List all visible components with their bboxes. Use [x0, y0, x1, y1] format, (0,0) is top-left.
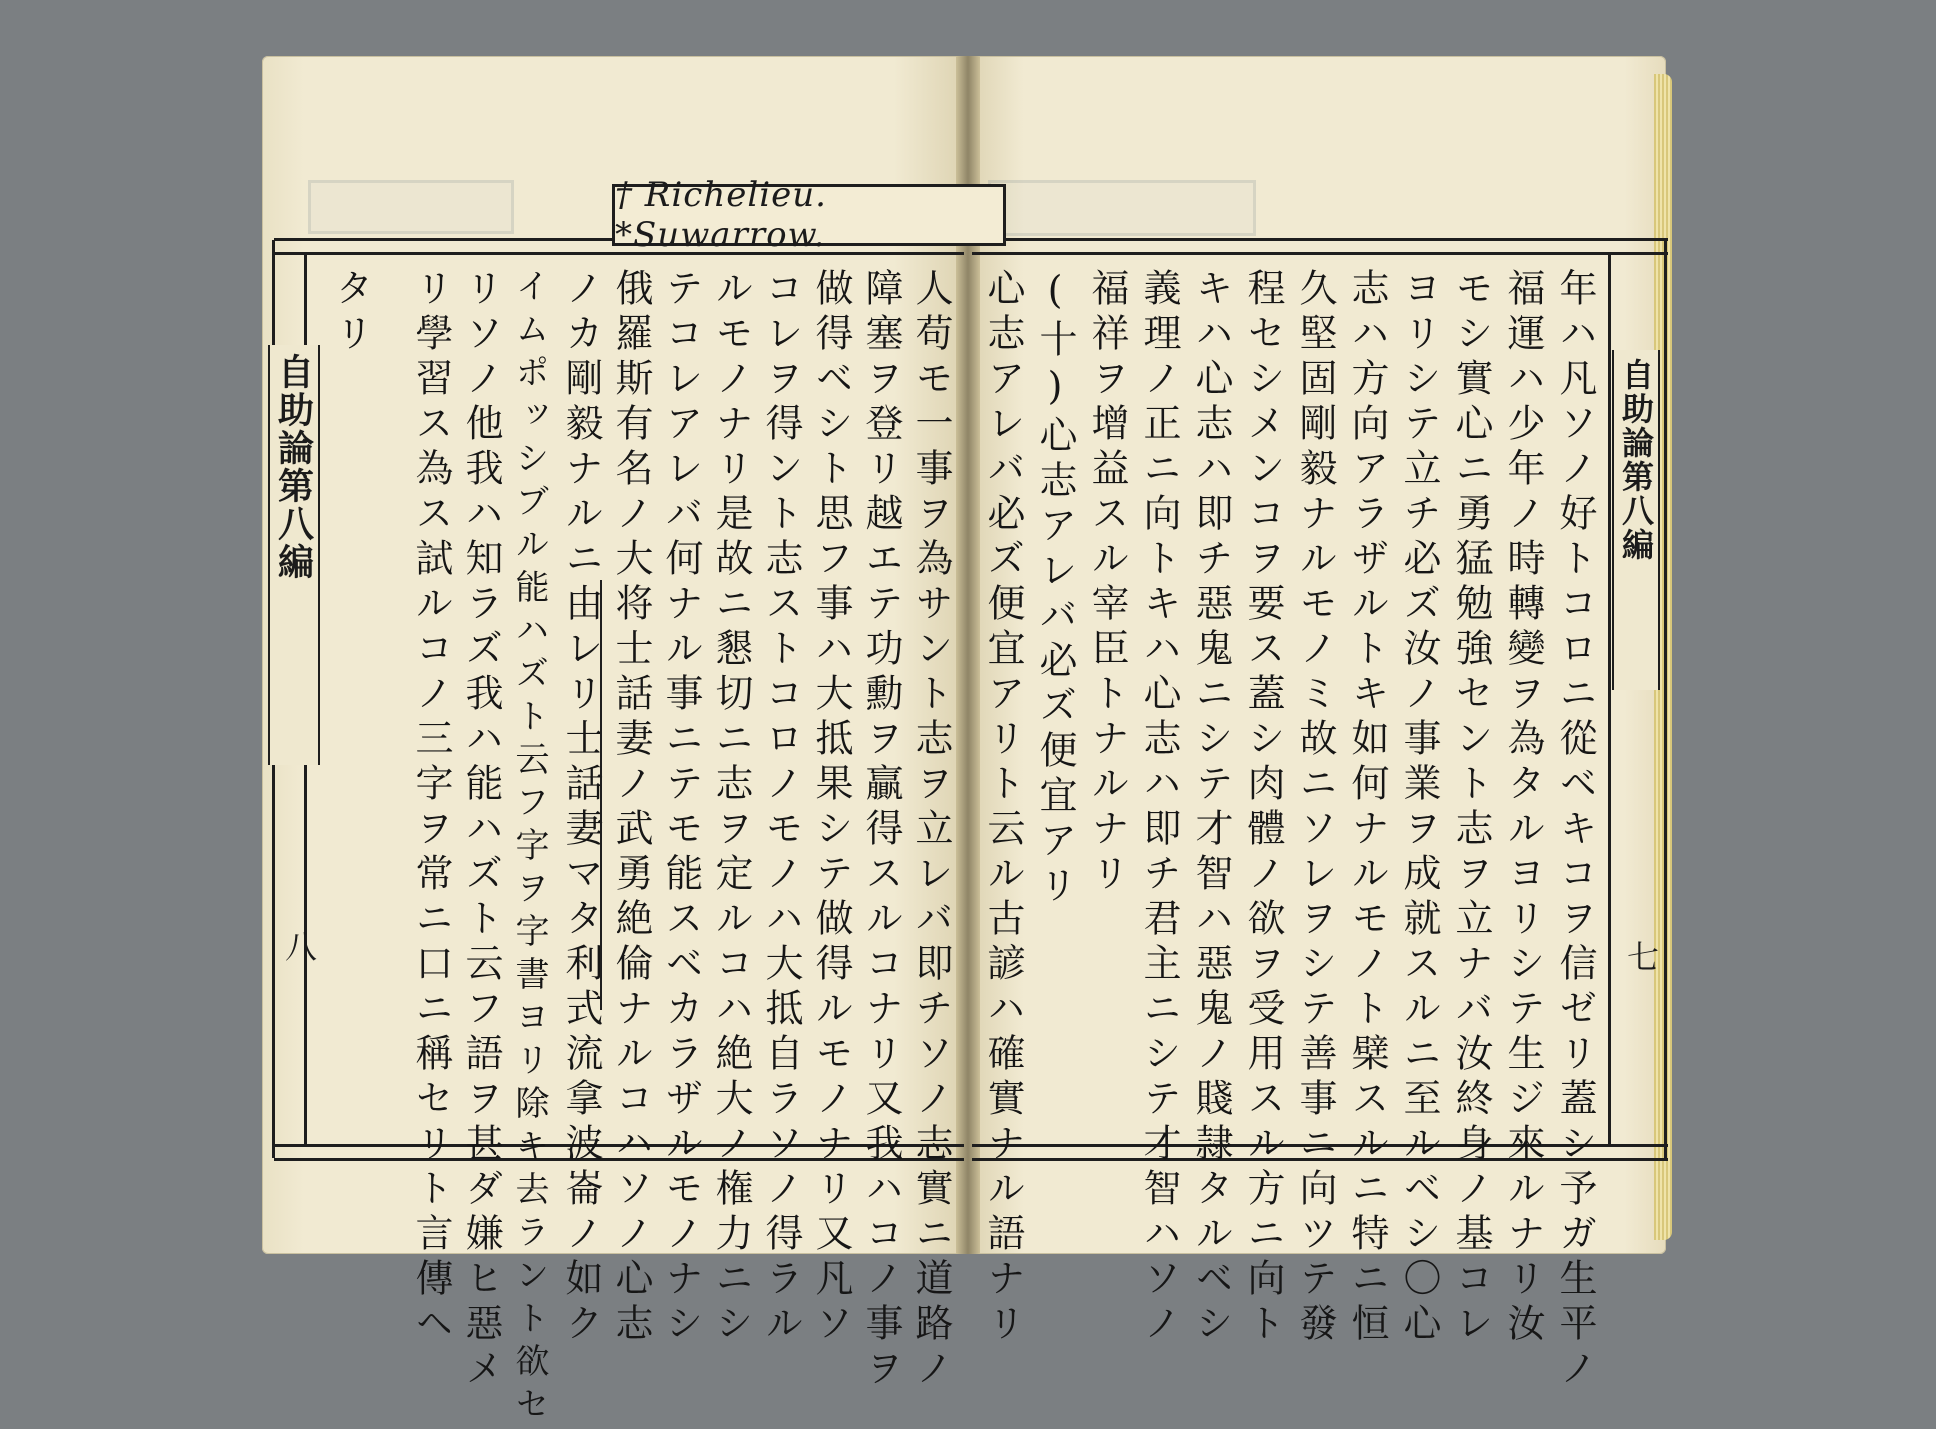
bleed-through-box-right: [988, 180, 1256, 236]
text-column: 人苟モ一事ヲ為サント志ヲ立レバ即チソノ志實ニ道路ノ: [909, 268, 953, 1393]
text-column: 做得ベシト思フ事ハ大抵果シテ做得ルモノナリ又凡ソ: [809, 268, 853, 1348]
text-column: 久堅固剛毅ナルモノミ故ニソレヲシテ善事ニ向ツテ發: [1293, 268, 1337, 1348]
text-column: 福運ハ少年ノ時轉變ヲ為タルヨリシテ生ジ來ルナリ汝: [1501, 268, 1545, 1348]
left-folio: 八: [280, 930, 318, 962]
text-column: イムポッシブル能ハズト云フ字ヲ字書ヨリ除キ去ラント欲セ: [509, 268, 549, 1429]
text-column: 福祥ヲ增益スル宰臣トナルナリ: [1085, 268, 1129, 898]
text-column: ルモノナリ是故ニ懇切ニ志ヲ定ルコハ絶大ノ権力ニシ: [709, 268, 753, 1348]
text-column: 心志アレバ必ズ便宜アリト云ル古諺ハ確實ナル語ナリ: [981, 268, 1025, 1348]
column-rule: [600, 580, 602, 1010]
right-folio: 七: [1622, 940, 1660, 972]
text-column: ヨリシテ立チ必ズ汝ノ事業ヲ成就スルニ至ルベシ〇心: [1397, 268, 1441, 1348]
right-frame-side-outer: [1664, 240, 1667, 1158]
text-column: リソノ他我ハ知ラズ我ハ能ハズト云フ語ヲ甚ダ嫌ヒ惡メ: [459, 268, 503, 1393]
right-frame-top-inner: [972, 252, 1668, 255]
right-frame-side: [1608, 252, 1611, 1144]
text-column: 志ハ方向アラザルトキ如何ナルモノト檗スルニ特ニ恒: [1345, 268, 1389, 1348]
text-column: 俄羅斯有名ノ大将士話妻ノ武勇絶倫ナルコハソノ心志: [609, 268, 653, 1348]
left-running-title: 自助論第八編: [268, 345, 320, 765]
text-column: リ學習ス為ス試ルコノ三字ヲ常ニ口ニ稱セリト言傳ヘ: [409, 268, 453, 1348]
text-column: コレヲ得ント志ストコロノモノハ大抵自ラソノ得ラル: [759, 268, 803, 1348]
text-column: キハ心志ハ即チ惡鬼ニシテ才智ハ惡鬼ノ賤隷タルベシ: [1189, 268, 1233, 1348]
text-column: テコレアレバ何ナル事ニテモ能スベカラザルモノナシ: [659, 268, 703, 1348]
text-column: 義理ノ正ニ向トキハ心志ハ即チ君主ニシテ才智ハソノ: [1137, 268, 1181, 1348]
text-column: 年ハ凡ソノ好トコロニ從ベキコヲ信ゼリ蓋シ予ガ生平ノ: [1553, 268, 1597, 1393]
section-heading: (十)心志アレバ必ズ便宜アリ: [1033, 268, 1077, 910]
text-column: モシ實心ニ勇猛勉強セント志ヲ立ナバ汝終身ノ基コレ: [1449, 268, 1493, 1348]
text-column: タリ: [329, 268, 373, 358]
right-running-title: 自助論第八編: [1612, 350, 1660, 690]
text-column: 障塞ヲ登リ越エテ功勳ヲ贏得スルコナリ又我ハコノ事ヲ: [859, 268, 903, 1393]
text-column: ノカ剛毅ナルニ由レリ士話妻マタ利式流拿波崙ノ如ク: [559, 268, 603, 1348]
right-frame-top-outer: [972, 238, 1668, 241]
bleed-through-box-left: [308, 180, 514, 234]
header-annotation-box: † Richelieu. *Suwarrow.: [612, 184, 1006, 246]
text-column: 程セシメンコヲ要ス蓋シ肉體ノ欲ヲ受用スル方ニ向ト: [1241, 268, 1285, 1348]
